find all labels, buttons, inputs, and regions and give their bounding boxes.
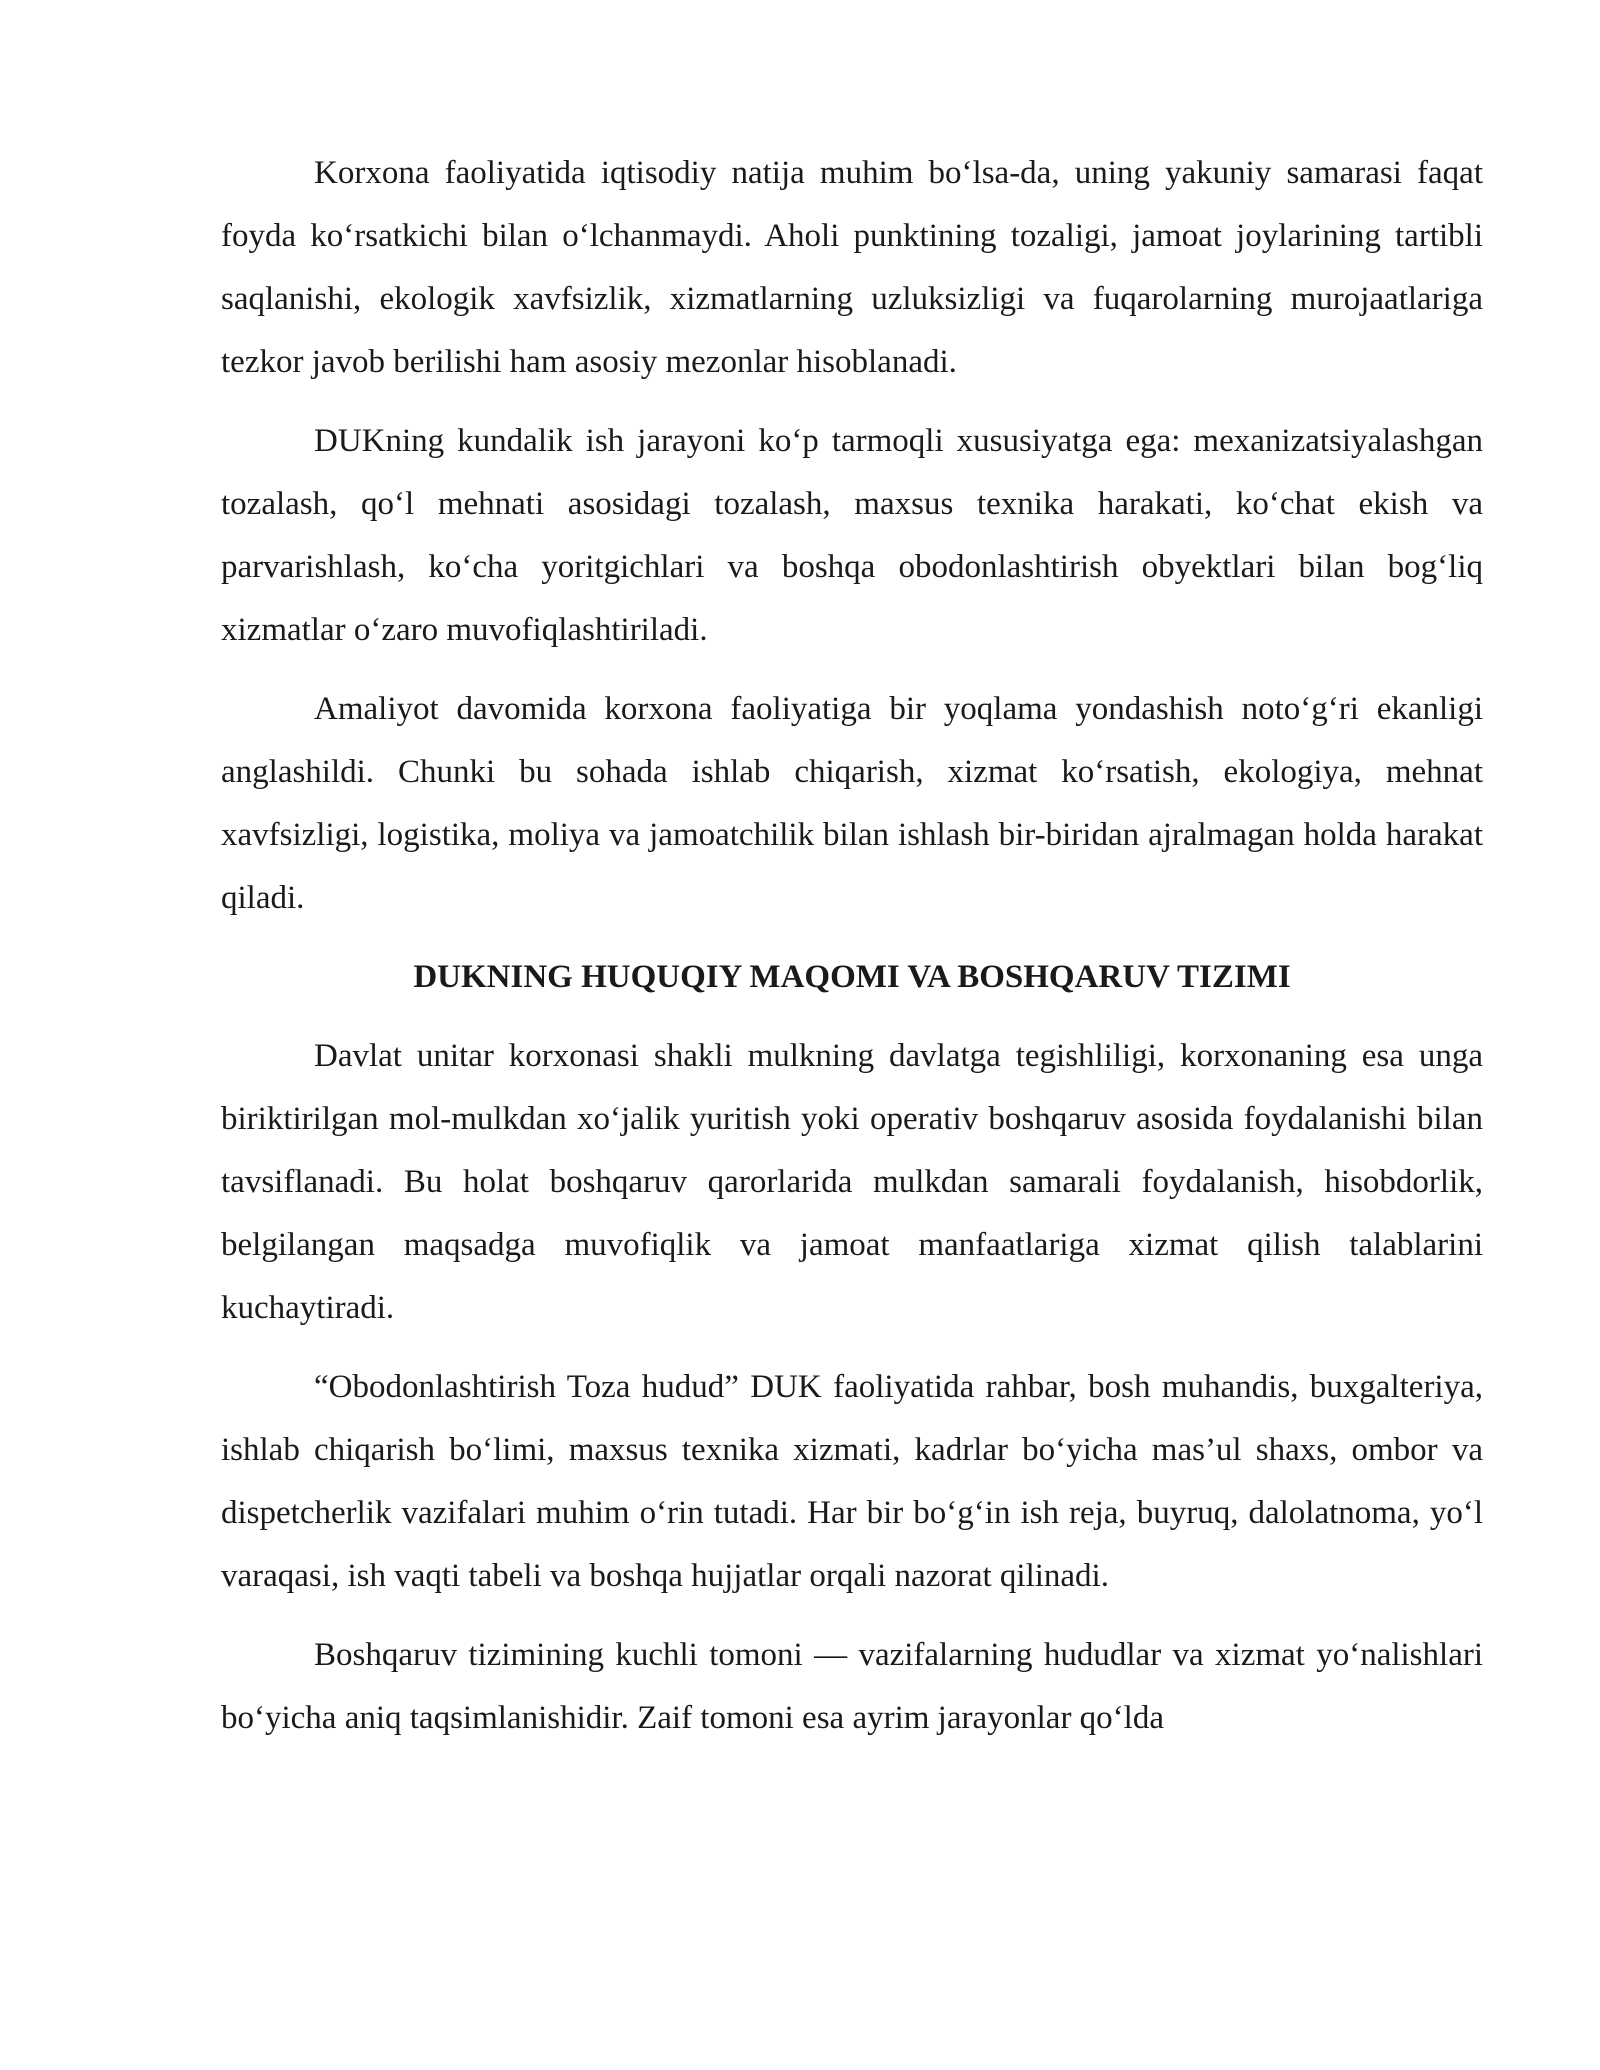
paragraph-management-strengths: Boshqaruv tizimining kuchli tomoni — vazifalarning hududlar va xizmat yo‘nalishlari bo‘yicha aniq taqsimlanishidir. Zaif tomoni esa ayrim jarayonlar qo‘lda (221, 1637, 1483, 1736)
paragraph-results-criteria: Korxona faoliyatida iqtisodiy natija muhim bo‘lsa-da, uning yakuniy samarasi faqat foyda ko‘rsatkichi bilan o‘lchanmaydi. Aholi punktining tozaligi, jamoat joylarining tartibli saqlanishi, ekologik xavfsizlik, xizmatlarning uzluksizligi va fuqarolarning murojaatlariga tezkor javob berilishi ham asosiy mezonlar hisoblanadi. (221, 155, 1483, 380)
paragraph-daily-work: DUKning kundalik ish jarayoni ko‘p tarmoqli xususiyatga ega: mexanizatsiyalashgan tozalash, qo‘l mehnati asosidagi tozalash, maxsus texnika harakati, ko‘chat ekish va parvarishlash, ko‘cha yoritgichlari va boshqa obodonlashtirish obyektlari bilan bog‘liq xizmatlar o‘zaro muvofiqlashtiriladi. (221, 423, 1483, 648)
paragraph-management-roles: “Obodonlashtirish Toza hudud” DUK faoliyatida rahbar, bosh muhandis, buxgalteriya, ishlab chiqarish bo‘limi, maxsus texnika xizmati, kadrlar bo‘yicha mas’ul shaxs, ombor va dispetcherlik vazifalari muhim o‘rin tutadi. Har bir bo‘g‘in ish reja, buyruq, dalolatnoma, yo‘l varaqasi, ish vaqti tabeli va boshqa hujjatlar orqali nazorat qilinadi. (221, 1369, 1483, 1594)
paragraph-practice: Amaliyot davomida korxona faoliyatiga bir yoqlama yondashish noto‘g‘ri ekanligi anglashildi. Chunki bu sohada ishlab chiqarish, xizmat ko‘rsatish, ekologiya, mehnat xavfsizligi, logistika, moliya va jamoatchilik bilan ishlash bir-biridan ajralmagan holda harakat qiladi. (221, 691, 1483, 916)
document-body (221, 142, 1483, 1766)
section-heading: DUKNING HUQUQIY MAQOMI VA BOSHQARUV TIZIMI (413, 959, 1291, 995)
paragraph-unitary-enterprise: Davlat unitar korxonasi shakli mulkning davlatga tegishliligi, korxonaning esa unga biriktirilgan mol-mulkdan xo‘jalik yuritish yoki operativ boshqaruv asosida foydalanishi bilan tavsiflanadi. Bu holat boshqaruv qarorlarida mulkdan samarali foydalanish, hisobdorlik, belgilangan maqsadga muvofiqlik va jamoat manfaatlariga xizmat qilish talablarini kuchaytiradi. (221, 1038, 1483, 1326)
